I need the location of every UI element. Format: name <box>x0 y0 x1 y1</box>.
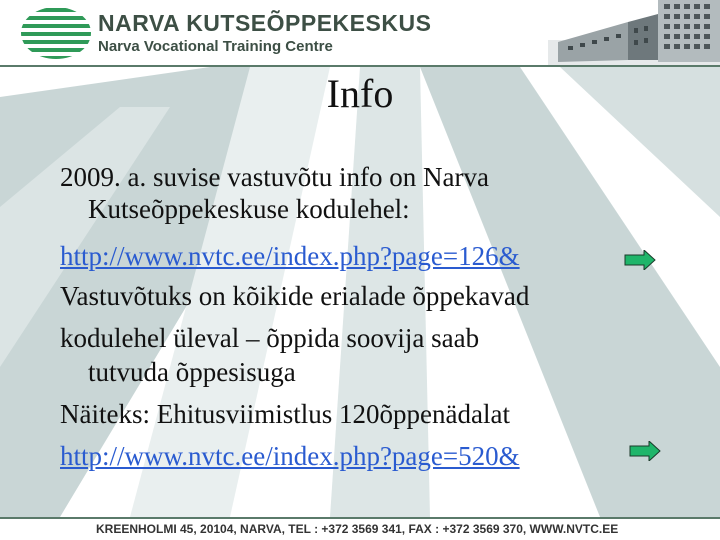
org-name: NARVA KUTSEÕPPEKESKUS <box>98 10 432 36</box>
header-divider <box>0 65 720 67</box>
footer <box>0 519 720 540</box>
paragraph-line: Kutseõppekeskuse kodulehel: <box>88 194 410 224</box>
footer-contact: KREENHOLMI 45, 20104, NARVA, TEL : +372 3569 341, FAX : +372 3569 370, WWW.NVTC.EE <box>96 522 619 536</box>
link-line <box>60 240 520 272</box>
page-126-link[interactable]: http://www.nvtc.ee/index.php?page=126& <box>60 241 520 271</box>
right-arrow-icon[interactable] <box>624 250 656 270</box>
paragraph-line: 2009. a. suvise vastuvõtu info on Narva <box>60 162 489 192</box>
building-photo <box>548 0 720 66</box>
paragraph-line: tutvuda õppesisuga <box>88 357 296 387</box>
org-subtitle: Narva Vocational Training Centre <box>98 38 333 55</box>
header <box>0 0 720 66</box>
paragraph-line: kodulehel üleval – õppida soovija saab <box>60 323 480 353</box>
paragraph-line: Näiteks: Ehitusviimistlus 120õppenädalat <box>60 399 510 429</box>
striped-globe-logo <box>20 6 92 60</box>
paragraph-line: Vastuvõtuks on kõikide erialade õppekavad <box>60 281 530 311</box>
slide-title: Info <box>326 71 394 116</box>
link-line <box>60 440 520 472</box>
right-arrow-icon[interactable] <box>629 441 661 461</box>
page-520-link[interactable]: http://www.nvtc.ee/index.php?page=520& <box>60 441 520 471</box>
